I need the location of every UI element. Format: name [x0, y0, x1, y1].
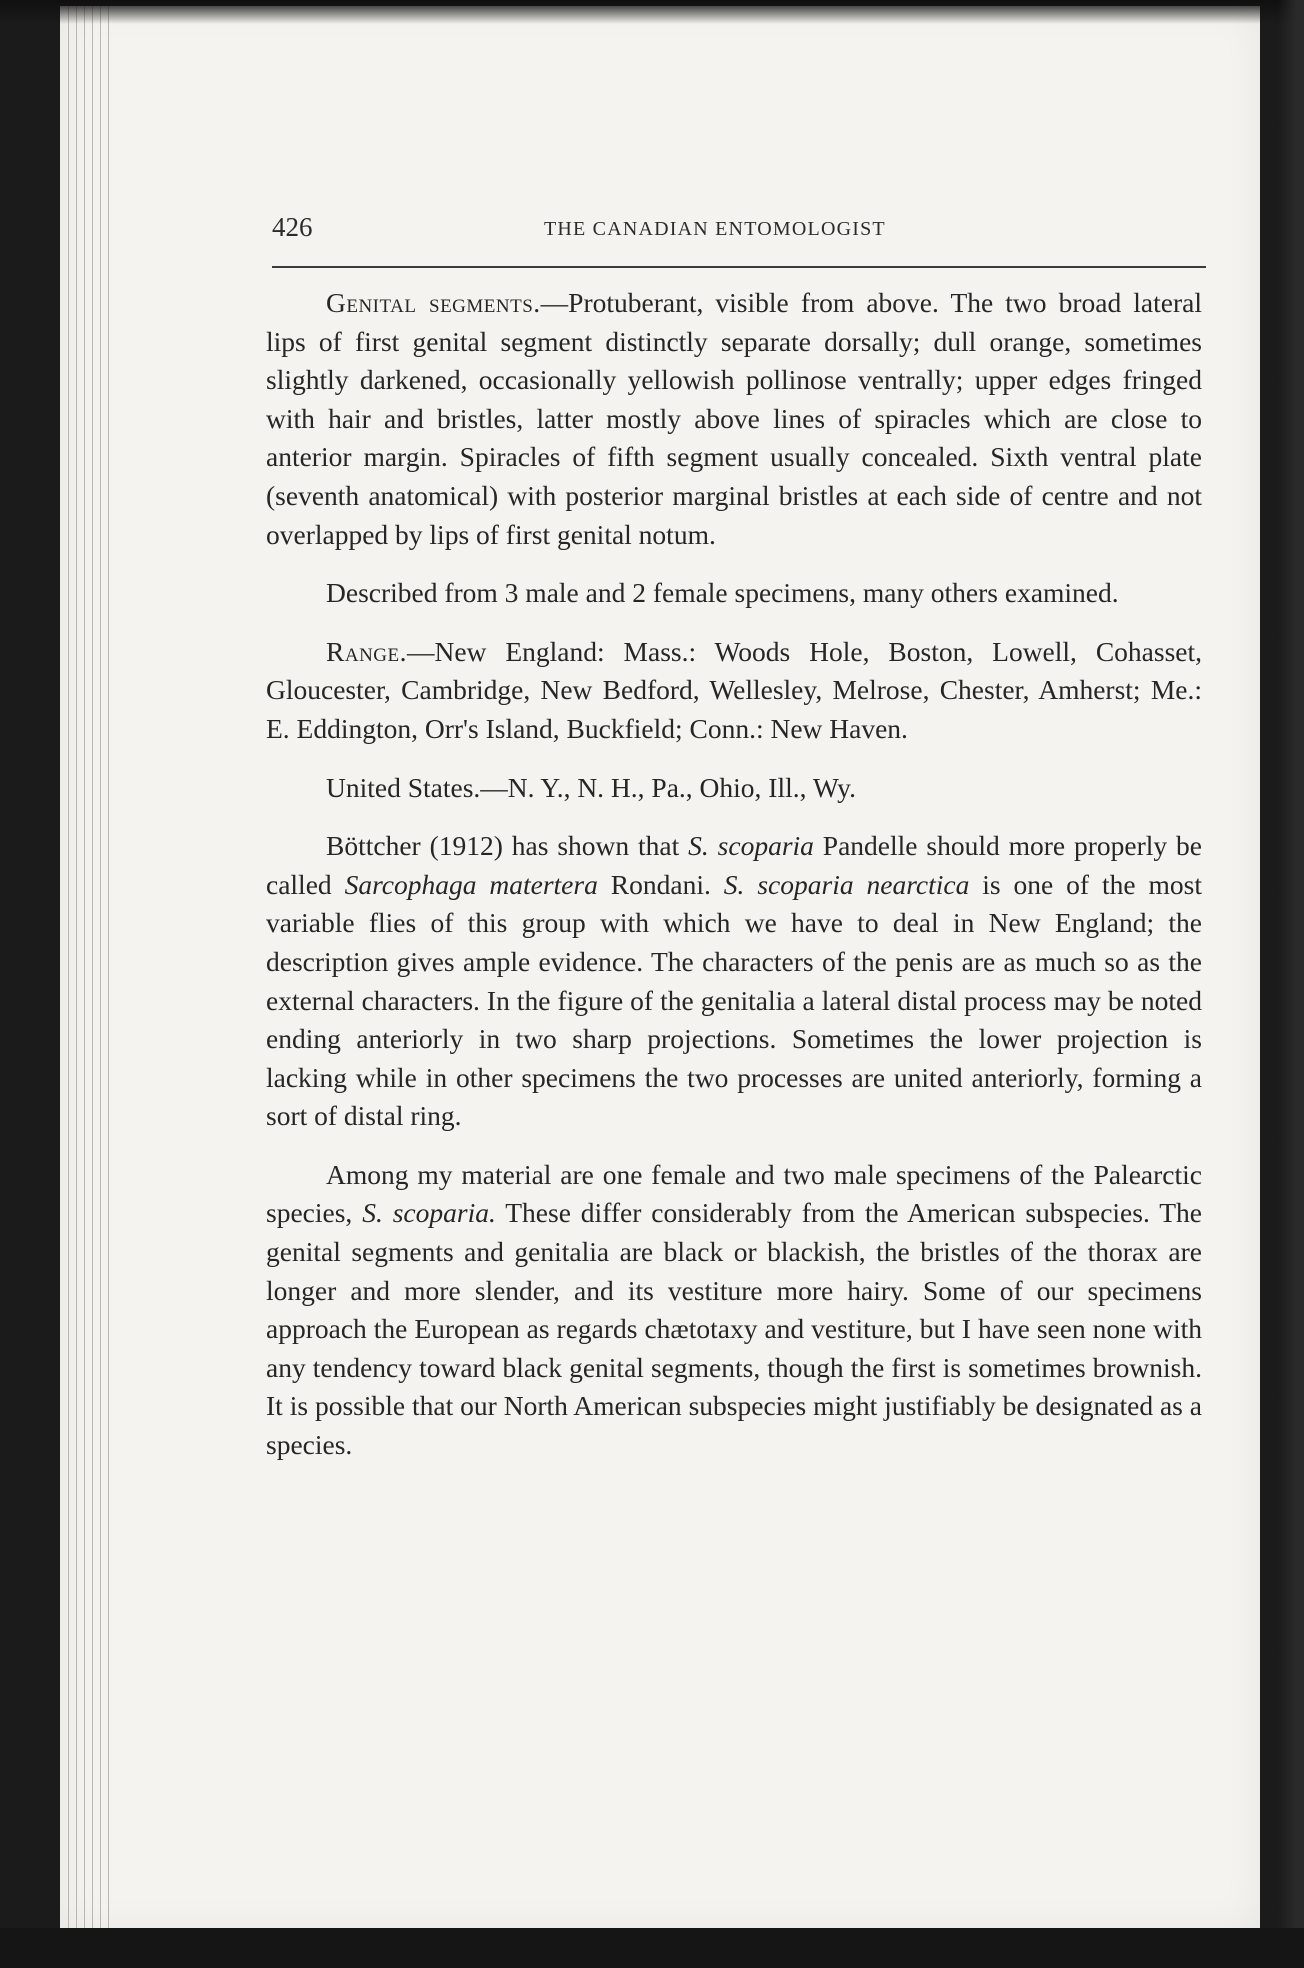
scan-bottom-border — [0, 1928, 1304, 1968]
paragraph-text: Described from 3 male and 2 female specimens, many others examined. — [326, 577, 1119, 609]
paragraph-bottcher — [266, 827, 1202, 1136]
paragraph-text: United States.—N. Y., N. H., Pa., Ohio, Ill., Wy. — [326, 771, 856, 803]
paragraph-text: —New England: Mass.: Woods Hole, Boston, Lowell, Cohasset, Gloucester, Cambridge, New Bedford, Wellesley, Melrose, Chester, Amherst; Me.: E. Eddington, Orr's Island, Buckfield; Conn.: New Haven. — [266, 635, 1202, 744]
paragraph-text: These differ considerably from the American subspecies. The genital segments and genitalia are black or blackish, the bristles of the thorax are longer and more slender, and its vestiture more hairy. Some of our specimens approach the European as regards chætotaxy and vestiture, but I have seen none with any tendency toward black genital segments, though the first is sometimes brownish. It is possible that our North American subspecies might justifiably be designated as a species. — [266, 1197, 1202, 1461]
paragraph-range — [266, 633, 1202, 749]
section-lead: Range. — [326, 635, 407, 667]
species-name: S. scoparia — [688, 830, 814, 862]
species-name: Sarcophaga matertera — [344, 868, 598, 900]
paragraph-text: Rondani. — [597, 868, 724, 900]
page-edge-line — [84, 6, 85, 1930]
scan-top-shadow — [0, 0, 1304, 24]
paragraph-text: Pandelle should more properly be called — [266, 830, 1203, 900]
scan-right-shadow — [1278, 0, 1304, 1968]
paragraph-described — [266, 574, 1202, 613]
section-lead: Genital segments. — [326, 287, 541, 318]
page-number: 426 — [272, 212, 313, 242]
paragraph-genital-segments — [266, 284, 1202, 554]
paragraph-text: —Protuberant, visible from above. The two broad lateral lips of first genital segment distinctly separate dorsally; dull orange, sometimes slightly darkened, occasionally yellowish pollinose ventrally; upper edges fringed with hair and bristles, latter mostly above lines of spiracles which are close to anterior margin. Spiracles of fifth segment usually concealed. Sixth ventral plate (seventh anatomical) with posterior marginal bristles at each side of centre and not overlapped by lips of first genital notum. — [266, 287, 1202, 550]
page-edge-line — [100, 6, 101, 1930]
header-rule — [272, 266, 1206, 268]
species-name: S. scoparia nearctica — [723, 868, 970, 900]
page-edge-line — [92, 6, 93, 1930]
page-edge-line — [68, 6, 69, 1930]
paragraph-united-states — [266, 769, 1202, 808]
article-body — [266, 284, 1202, 1485]
paragraph-text: is one of the most variable flies of this group with which we have to deal in New England; the description gives ample evidence. The characters of the penis are as much so as the external characters. In the figure of the genitalia a lateral distal process may be noted ending anteriorly in two sharp projections. Sometimes the lower projection is lacking while in other specimens the two processes are united anteriorly, forming a sort of distal ring. — [266, 868, 1202, 1132]
paragraph-text: Among my material are one female and two male specimens of the Palearctic species, — [266, 1158, 1202, 1229]
paragraph-among — [266, 1156, 1202, 1465]
running-header — [272, 212, 1202, 252]
paragraph-text: Böttcher (1912) has shown that — [326, 830, 689, 862]
page-edge-line — [76, 6, 77, 1930]
species-name: S. scoparia. — [362, 1197, 496, 1229]
page-edge-line — [108, 6, 109, 1930]
journal-title: THE CANADIAN ENTOMOLOGIST — [544, 218, 886, 240]
